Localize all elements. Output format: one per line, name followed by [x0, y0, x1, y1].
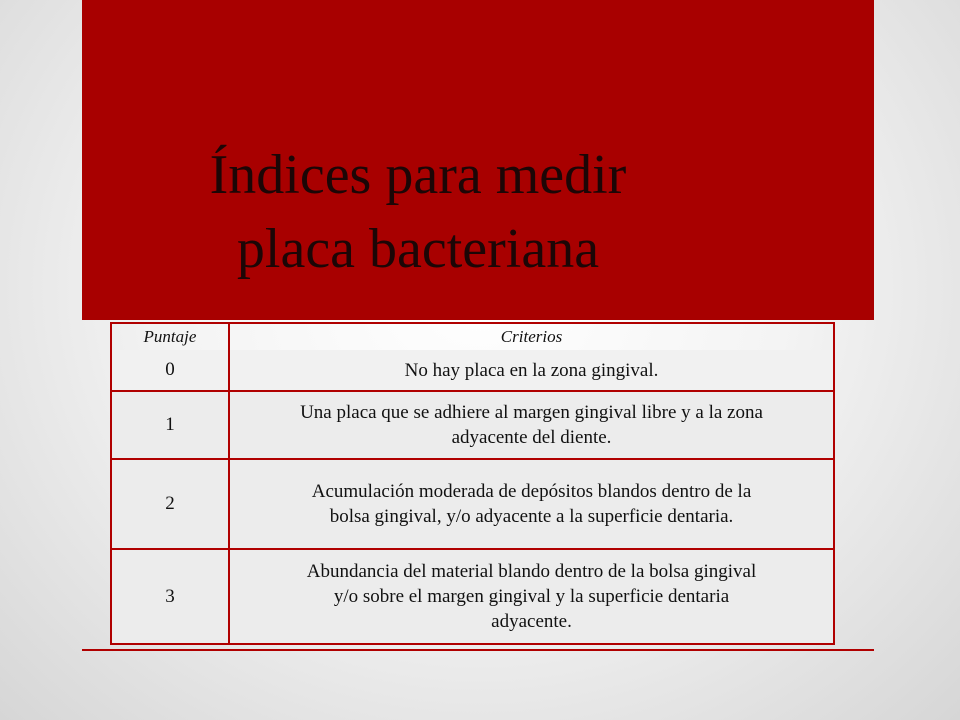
bottom-divider: [82, 649, 874, 651]
header-score: Puntaje: [111, 323, 229, 350]
table-row: [111, 350, 834, 391]
score-cell: 1: [111, 391, 229, 459]
table-row: [111, 459, 834, 549]
header-criteria: Criterios: [500, 327, 563, 346]
criteria-cell: Acumulación moderada de depósitos blandos dentro de la bolsa gingival, y/o adyacente a la superficie dentaria.: [229, 459, 834, 549]
slide-title: Índices para medir placa bacteriana: [209, 144, 627, 280]
criteria-cell: No hay placa en la zona gingival.: [229, 350, 834, 391]
criteria-cell: Abundancia del material blando dentro de la bolsa gingival y/o sobre el margen gingival y la superficie dentaria adyacente.: [229, 549, 834, 644]
criteria-cell: Una placa que se adhiere al margen gingival libre y a la zona adyacente del diente.: [229, 391, 834, 459]
table-row: [111, 549, 834, 644]
plaque-index-table: [110, 322, 835, 645]
score-cell: 3: [111, 549, 229, 644]
table-row: [111, 391, 834, 459]
table-header-row: [111, 323, 834, 350]
score-cell: 2: [111, 459, 229, 549]
score-cell: 0: [111, 350, 229, 391]
